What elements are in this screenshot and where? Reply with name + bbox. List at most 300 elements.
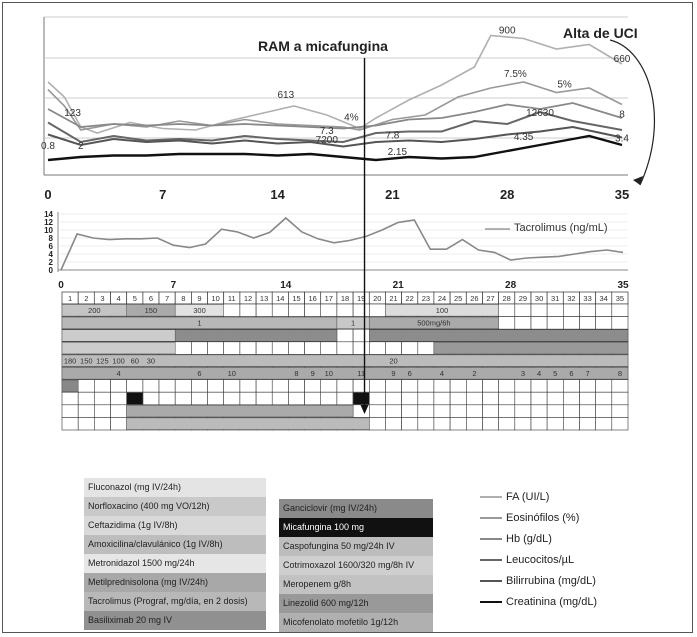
table-cell <box>434 405 450 418</box>
table-cell <box>337 342 353 355</box>
day-header-label: 12 <box>243 294 253 303</box>
table-cell <box>240 304 256 317</box>
lab-data-label: 4% <box>344 112 359 124</box>
treatment-bar <box>127 418 370 430</box>
table-cell <box>531 304 547 317</box>
dose-label: 9 <box>310 369 315 378</box>
lab-data-label: 2 <box>78 141 84 152</box>
lab-legend-swatch <box>480 580 502 582</box>
tacro-y-tick-label: 4 <box>48 250 53 259</box>
tacro-y-tick-label: 14 <box>44 210 53 219</box>
dose-label: 6 <box>407 369 412 378</box>
legend-entry: Cotrimoxazol 1600/320 mg/8h IV <box>279 556 433 575</box>
dose-label: 20 <box>389 356 398 366</box>
lab-x-tick-label: 0 <box>44 187 52 202</box>
day-header-label: 26 <box>470 294 479 303</box>
day-header-label: 15 <box>292 294 301 303</box>
table-cell <box>224 392 240 405</box>
table-cell <box>337 329 353 342</box>
dose-label: 100 <box>112 356 125 366</box>
lab-legend-swatch <box>480 601 502 603</box>
table-cell <box>369 342 385 355</box>
table-cell <box>402 392 418 405</box>
lab-data-label: 3.4 <box>615 133 629 145</box>
table-cell <box>337 304 353 317</box>
table-cell <box>94 392 110 405</box>
day-header-label: 34 <box>599 294 608 303</box>
table-cell <box>563 380 579 393</box>
table-cell <box>208 392 224 405</box>
table-cell <box>418 380 434 393</box>
table-cell <box>483 417 499 430</box>
table-cell <box>531 380 547 393</box>
table-cell <box>94 417 110 430</box>
table-cell <box>466 417 482 430</box>
table-cell <box>321 342 337 355</box>
table-cell <box>305 392 321 405</box>
table-cell <box>337 380 353 393</box>
table-cell <box>612 380 628 393</box>
table-cell <box>385 405 401 418</box>
table-cell <box>191 342 207 355</box>
table-cell <box>418 417 434 430</box>
table-cell <box>224 304 240 317</box>
treatment-bar-label: 1 <box>197 318 202 328</box>
table-cell <box>111 392 127 405</box>
table-cell <box>466 405 482 418</box>
lab-legend-entry <box>480 575 596 587</box>
dose-label: 8 <box>617 369 622 378</box>
table-cell <box>499 380 515 393</box>
table-cell <box>499 405 515 418</box>
table-cell <box>434 417 450 430</box>
table-cell <box>240 380 256 393</box>
dose-label: 2 <box>472 369 477 378</box>
treatment-bar-label: 100 <box>435 306 449 315</box>
day-header-label: 10 <box>211 294 220 303</box>
lab-legend-label: Leucocitos/µL <box>506 554 575 566</box>
treatment-bar-label: 500mg/6h <box>417 318 451 328</box>
lab-legend-label: Eosinófilos (%) <box>506 512 580 524</box>
dose-label: 60 <box>130 356 139 366</box>
lab-data-label: 7.3 <box>319 126 334 137</box>
legend-entry: Ganciclovir (mg IV/24h) <box>279 499 433 518</box>
table-cell <box>175 392 191 405</box>
table-cell <box>224 380 240 393</box>
table-cell <box>450 380 466 393</box>
table-cell <box>208 380 224 393</box>
table-cell <box>143 380 159 393</box>
table-cell <box>515 304 531 317</box>
table-cell <box>272 380 288 393</box>
table-cell <box>434 380 450 393</box>
table-cell <box>288 342 304 355</box>
lab-data-label: 4.35 <box>513 132 534 143</box>
legend-entry: Norfloxacino (400 mg VO/12h) <box>84 497 266 516</box>
treatment-bar <box>175 330 337 342</box>
lab-data-label: 0.8 <box>41 141 55 152</box>
day-header-label: 3 <box>100 294 105 303</box>
table-cell <box>288 380 304 393</box>
table-cell <box>78 405 94 418</box>
table-cell <box>321 392 337 405</box>
day-header-label: 31 <box>551 294 560 303</box>
table-cell <box>466 380 482 393</box>
lab-data-label: 900 <box>498 25 516 37</box>
day-header-label: 32 <box>567 294 576 303</box>
day-header-label: 2 <box>84 294 89 303</box>
table-cell <box>418 392 434 405</box>
table-cell <box>111 380 127 393</box>
day-header-label: 13 <box>259 294 269 303</box>
table-cell <box>515 317 531 330</box>
table-cell <box>78 392 94 405</box>
table-cell <box>466 392 482 405</box>
table-cell <box>305 342 321 355</box>
treatment-bar <box>127 405 353 417</box>
table-cell <box>94 405 110 418</box>
dose-label: 125 <box>96 356 109 366</box>
table-cell <box>563 417 579 430</box>
treatment-bar <box>62 368 628 380</box>
treatment-bar <box>127 393 143 405</box>
legend-entry: Meropenem g/8h <box>279 575 433 594</box>
lab-data-label: 8 <box>619 109 625 121</box>
treatment-bar <box>369 330 628 342</box>
lab-legend-swatch <box>480 517 502 519</box>
table-cell <box>547 417 563 430</box>
table-cell <box>353 342 369 355</box>
table-cell <box>531 317 547 330</box>
day-header-label: 23 <box>421 294 431 303</box>
table-cell <box>143 392 159 405</box>
dose-label: 150 <box>80 356 93 366</box>
tacro-y-tick-label: 10 <box>44 226 53 235</box>
lab-x-tick-label: 28 <box>499 187 515 202</box>
day-header-label: 1 <box>68 294 73 303</box>
annotation-alta-uci: Alta de UCI <box>563 25 638 41</box>
table-cell <box>78 380 94 393</box>
dose-label: 4 <box>116 369 121 378</box>
table-cell <box>563 405 579 418</box>
medication-table <box>62 292 628 430</box>
table-cell <box>272 392 288 405</box>
table-cell <box>385 380 401 393</box>
table-cell <box>111 417 127 430</box>
lab-x-tick-label: 14 <box>270 187 285 202</box>
table-cell <box>402 405 418 418</box>
table-cell <box>62 417 78 430</box>
table-cell <box>515 417 531 430</box>
table-cell <box>127 380 143 393</box>
lab-data-label: 7.5% <box>504 69 527 80</box>
lab-legend-label: FA (UI/L) <box>506 491 550 503</box>
table-cell <box>596 304 612 317</box>
legend-entry: Ceftazidima (1g IV/8h) <box>84 516 266 535</box>
table-cell <box>547 317 563 330</box>
table-cell <box>402 417 418 430</box>
table-cell <box>515 380 531 393</box>
treatment-bar-label: 150 <box>144 306 158 315</box>
day-header-label: 5 <box>132 294 137 303</box>
table-cell <box>596 380 612 393</box>
day-header-label: 22 <box>405 294 414 303</box>
table-cell <box>337 392 353 405</box>
table-cell <box>563 317 579 330</box>
table-cell <box>499 417 515 430</box>
dose-label: 7 <box>585 369 590 378</box>
day-header-label: 8 <box>181 294 186 303</box>
day-header-label: 11 <box>227 294 236 303</box>
table-cell <box>240 392 256 405</box>
lab-data-label: 123 <box>64 108 81 119</box>
table-cell <box>369 392 385 405</box>
table-cell <box>256 342 272 355</box>
table-cell <box>305 380 321 393</box>
lab-x-tick-label: 21 <box>385 187 400 202</box>
dose-label: 6 <box>569 369 574 378</box>
day-header-label: 30 <box>534 294 544 303</box>
table-cell <box>515 405 531 418</box>
lab-legend-entry <box>480 491 549 503</box>
table-cell <box>369 405 385 418</box>
table-cell <box>499 317 515 330</box>
table-cell <box>580 392 596 405</box>
day-header-label: 21 <box>389 294 398 303</box>
lab-data-label: 7200 <box>315 135 338 146</box>
table-cell <box>94 380 110 393</box>
legend-entry: Micafungina 100 mg <box>279 518 433 537</box>
table-cell <box>547 304 563 317</box>
table-cell <box>612 405 628 418</box>
treatment-bar <box>62 380 78 392</box>
legend-entry: Micofenolato mofetilo 1g/12h <box>279 613 433 632</box>
table-cell <box>499 392 515 405</box>
table-cell <box>547 392 563 405</box>
dose-label: 3 <box>520 369 525 378</box>
table-cell <box>385 417 401 430</box>
dose-label: 9 <box>391 369 396 378</box>
treatment-bar <box>434 342 628 354</box>
legend-entry: Linezolid 600 mg/12h <box>279 594 433 613</box>
dose-label: 11 <box>357 369 366 378</box>
table-cell <box>256 392 272 405</box>
table-cell <box>369 380 385 393</box>
legend-entry: Basiliximab 20 mg IV <box>84 611 266 630</box>
tacro-x-tick-label: 35 <box>617 280 629 291</box>
legend-entry: Caspofungina 50 mg/24h IV <box>279 537 433 556</box>
table-cell <box>256 380 272 393</box>
lab-legend-swatch <box>480 538 502 540</box>
dose-label: 5 <box>553 369 558 378</box>
table-cell <box>385 392 401 405</box>
day-header-label: 27 <box>486 294 495 303</box>
table-cell <box>191 392 207 405</box>
lab-data-label: 2.15 <box>387 147 408 158</box>
table-cell <box>596 417 612 430</box>
dose-label: 8 <box>294 369 299 378</box>
treatment-bar-label: 1 <box>351 318 356 328</box>
table-cell <box>580 304 596 317</box>
lab-x-tick-label: 7 <box>159 187 167 202</box>
dose-label: 4 <box>537 369 542 378</box>
day-header-label: 16 <box>308 294 317 303</box>
table-cell <box>483 405 499 418</box>
day-header-label: 19 <box>357 294 366 303</box>
legend-entry: Amoxicilina/clavulánico (1g IV/8h) <box>84 535 266 554</box>
legend-entry: Metilprednisolona (mg IV/24h) <box>84 573 266 592</box>
table-cell <box>175 342 191 355</box>
tacro-x-tick-label: 28 <box>505 280 517 291</box>
dose-label: 10 <box>324 369 333 378</box>
table-cell <box>418 342 434 355</box>
table-cell <box>321 380 337 393</box>
table-cell <box>580 405 596 418</box>
table-cell <box>159 380 175 393</box>
table-cell <box>288 392 304 405</box>
lab-legend-label: Creatinina (mg/dL) <box>506 596 598 608</box>
table-cell <box>78 417 94 430</box>
treatment-bar <box>62 330 175 342</box>
tacro-y-tick-label: 12 <box>44 218 53 227</box>
table-cell <box>563 392 579 405</box>
table-cell <box>208 342 224 355</box>
table-cell <box>547 380 563 393</box>
day-header-label: 4 <box>116 294 121 303</box>
treatment-bar-label: 200 <box>88 306 101 315</box>
lab-x-tick-label: 35 <box>614 187 630 202</box>
table-cell <box>580 380 596 393</box>
day-header-label: 6 <box>148 294 153 303</box>
table-cell <box>434 392 450 405</box>
table-cell <box>547 405 563 418</box>
table-cell <box>612 304 628 317</box>
table-cell <box>450 417 466 430</box>
lab-data-label: 12630 <box>526 108 554 119</box>
lab-legend-swatch <box>480 496 502 498</box>
table-cell <box>256 304 272 317</box>
tacro-x-tick-label: 21 <box>392 280 404 291</box>
tacro-y-tick-label: 0 <box>48 266 53 275</box>
table-cell <box>483 392 499 405</box>
day-header-label: 7 <box>165 294 170 303</box>
table-cell <box>111 405 127 418</box>
table-cell <box>612 417 628 430</box>
table-cell <box>353 380 369 393</box>
table-cell <box>240 342 256 355</box>
table-cell <box>531 417 547 430</box>
dose-label: 10 <box>227 369 236 378</box>
lab-legend-entry <box>480 554 574 566</box>
table-cell <box>191 380 207 393</box>
table-cell <box>272 304 288 317</box>
table-cell <box>563 304 579 317</box>
table-cell <box>385 342 401 355</box>
alta-arrowhead <box>633 176 643 185</box>
lab-legend-entry <box>480 596 597 608</box>
day-header-label: 25 <box>454 294 463 303</box>
table-cell <box>175 380 191 393</box>
tacrolimus-series-label: Tacrolimus (ng/mL) <box>514 222 608 234</box>
day-header-label: 20 <box>373 294 382 303</box>
table-cell <box>272 342 288 355</box>
day-header-label: 17 <box>324 294 333 303</box>
table-cell <box>62 405 78 418</box>
legend-entry: Tacrolimus (Prograf, mg/día, en 2 dosis) <box>84 592 266 611</box>
table-cell <box>159 392 175 405</box>
treatment-bar-label: 300 <box>193 306 206 315</box>
table-cell <box>418 405 434 418</box>
lab-data-label: 5% <box>557 79 572 91</box>
legend-entry: Fluconazol (mg IV/24h) <box>84 478 266 497</box>
table-cell <box>402 380 418 393</box>
tacro-x-tick-label: 7 <box>170 280 177 291</box>
table-cell <box>515 392 531 405</box>
lab-data-label: 613 <box>277 90 295 101</box>
tacro-x-tick-label: 0 <box>58 280 64 291</box>
table-cell <box>305 304 321 317</box>
day-header-label: 9 <box>197 294 202 303</box>
dose-label: 4 <box>439 369 445 378</box>
dose-label: 30 <box>146 356 156 366</box>
table-cell <box>612 392 628 405</box>
lab-legend-entry <box>480 533 552 545</box>
tacro-x-tick-label: 14 <box>280 280 292 291</box>
table-cell <box>596 392 612 405</box>
day-header-label: 35 <box>615 294 625 303</box>
table-cell <box>224 342 240 355</box>
day-header-label: 29 <box>518 294 528 303</box>
lab-legend-label: Bilirrubina (mg/dL) <box>506 575 596 587</box>
table-cell <box>450 405 466 418</box>
treatment-bar <box>62 342 175 354</box>
treatment-bar <box>353 393 369 405</box>
lab-legend-entry <box>480 512 579 524</box>
annotation-ram-micafungina: RAM a micafungina <box>258 38 388 54</box>
legend-entry: Metronidazol 1500 mg/24h <box>84 554 266 573</box>
table-cell <box>531 392 547 405</box>
table-cell <box>321 304 337 317</box>
table-cell <box>369 417 385 430</box>
table-cell <box>596 405 612 418</box>
day-header-label: 18 <box>340 294 350 303</box>
table-cell <box>369 304 385 317</box>
lab-data-label: 660 <box>613 54 631 65</box>
table-cell <box>353 304 369 317</box>
table-cell <box>580 317 596 330</box>
table-cell <box>62 392 78 405</box>
table-cell <box>580 417 596 430</box>
table-cell <box>288 304 304 317</box>
dose-label: 6 <box>197 369 202 378</box>
day-header-label: 28 <box>502 294 511 303</box>
table-cell <box>483 380 499 393</box>
dose-label: 180 <box>63 356 77 366</box>
tacro-y-tick-label: 8 <box>48 234 53 243</box>
day-header-label: 24 <box>437 294 447 303</box>
table-cell <box>531 405 547 418</box>
day-header-label: 33 <box>583 294 592 303</box>
table-cell <box>499 304 515 317</box>
lab-data-label: 7.8 <box>385 130 400 142</box>
table-cell <box>612 317 628 330</box>
table-cell <box>596 317 612 330</box>
tacro-y-tick-label: 6 <box>48 242 53 251</box>
table-cell <box>353 329 369 342</box>
table-cell <box>450 392 466 405</box>
tacro-y-tick-label: 2 <box>48 258 53 267</box>
lab-legend-label: Hb (g/dL) <box>506 533 552 545</box>
